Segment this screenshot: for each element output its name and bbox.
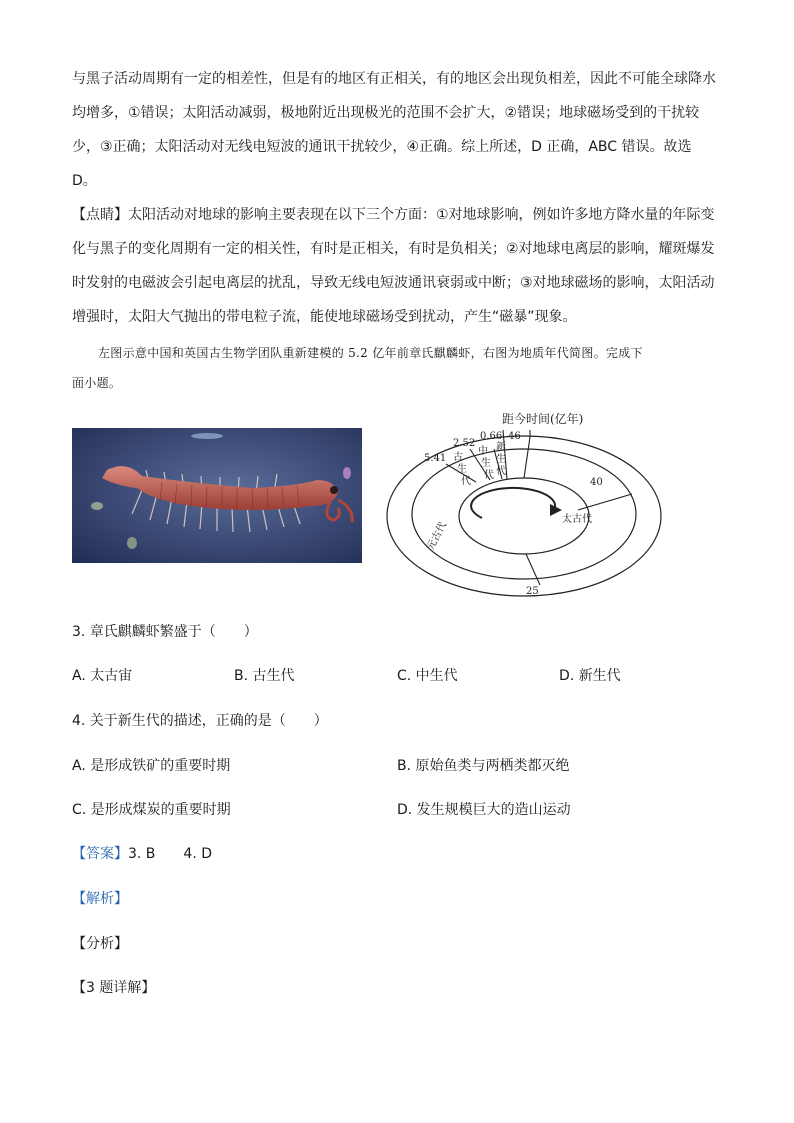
answer-text: 3. B 4. D [128,846,212,862]
tick-252: 2.52 [453,438,476,449]
tick-46: 46 [508,431,521,442]
era-mesozoic-2: 生 [481,458,491,469]
tick-25: 25 [526,586,539,597]
q4-option-d: D. 发生规模巨大的造山运动 [397,802,571,818]
era-paleozoic-3: 代 [461,476,471,487]
intro-line-2: 均增多，①错误；太阳活动减弱，极地附近出现极光的范围不会扩大，②错误；地球磁场受到的干扰较 [72,105,700,121]
era-cenozoic-2: 生 [496,454,506,465]
q4-option-c: C. 是形成煤炭的重要时期 [72,802,231,818]
intro-line-4: D。 [72,173,97,189]
tick-541: 5.41 [424,453,447,464]
question-3-stem: 3. 章氏麒麟虾繁盛于（ ） [72,624,258,640]
fossil-reconstruction-image [72,428,362,563]
note-text-1: 太阳活动对地球的影响主要表现在以下三个方面：①对地球影响，例如许多地方降水量的年际变 [128,207,715,223]
era-cenozoic-1: 新 [496,442,506,453]
note-line-3: 时发射的电磁波会引起电离层的扰乱，导致无线电短波通讯衰弱或中断；③对地球磁场的影响，太阳活动 [72,275,715,291]
era-archean: 太古代 [562,514,592,525]
analysis-tag: 【解析】 [72,891,128,907]
detail-3-tag: 【3 题详解】 [72,980,156,996]
q3-option-d: D. 新生代 [559,668,621,684]
q4-option-a: A. 是形成铁矿的重要时期 [72,758,231,774]
fenxi-tag: 【分析】 [72,936,128,952]
q3-option-a: A. 太古宙 [72,668,133,684]
q3-option-c: C. 中生代 [397,668,458,684]
answer-line [72,843,212,863]
tick-40: 40 [590,477,603,488]
diagram-title: 距今时间(亿年) [502,412,584,426]
era-cenozoic-3: 代 [496,466,506,477]
q3-option-b: B. 古生代 [234,668,295,684]
note-line-4: 增强时，太阳大气抛出的带电粒子流，能使地球磁场受到扰动，产生“磁暴”现象。 [72,309,577,325]
intro-line-3: 少，③正确；太阳活动对无线电短波的通讯干扰较少，④正确。综上所述，D 正确，ABC 错误。故选 [72,139,692,155]
era-paleozoic-1: 古 [453,452,463,463]
caption-line-2: 面小题。 [72,376,122,390]
era-proterozoic: 元古代 [425,520,450,552]
geologic-time-diagram [372,406,672,606]
era-paleozoic-2: 生 [457,464,467,475]
intro-line-1: 与黑子活动周期有一定的相差性，但是有的地区有正相关，有的地区会出现负相差，因此不可能全球降水 [72,71,716,87]
note-line-2: 化与黑子的变化周期有一定的相关性，有时是正相关，有时是负相关；②对地球电离层的影响，耀斑爆发 [72,241,715,257]
caption-line-1: 左图示意中国和英国古生物学团队重新建模的 5.2 亿年前章氏麒麟虾，右图为地质年代简图。完成下 [98,346,643,360]
era-mesozoic-1: 中 [478,446,488,457]
question-4-stem: 4. 关于新生代的描述，正确的是（ ） [72,713,328,729]
tick-066: 0.66 [480,431,503,442]
era-mesozoic-3: 代 [484,470,494,481]
q4-option-b: B. 原始鱼类与两栖类都灭绝 [397,758,570,774]
note-line-1 [72,198,722,232]
note-tag: 【点睛】 [72,207,128,223]
answer-tag: 【答案】 [72,846,128,862]
